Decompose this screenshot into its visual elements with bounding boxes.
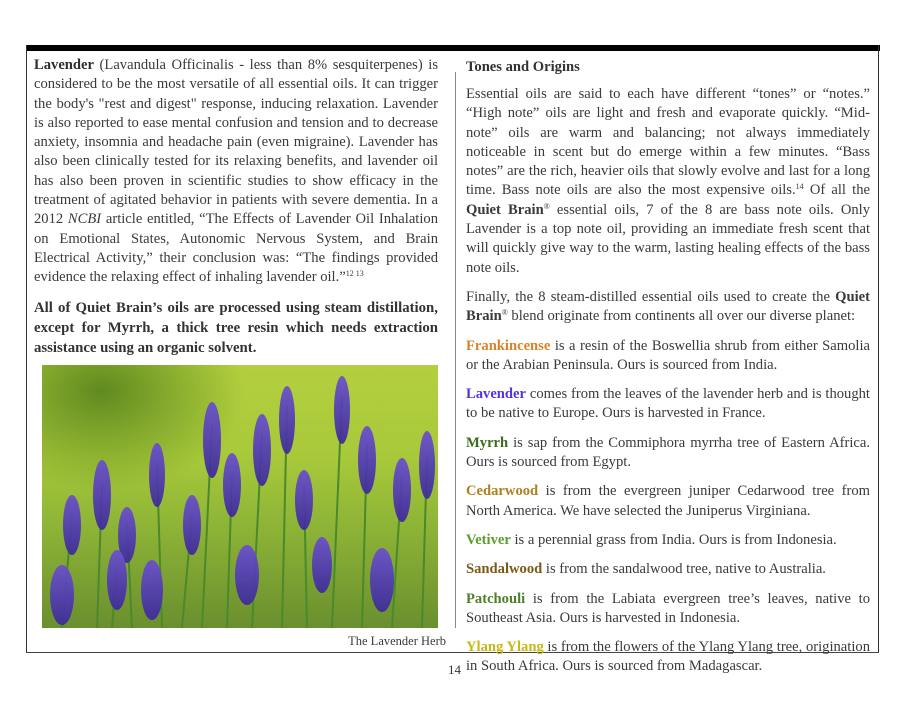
- oil-description: is from the Labiata evergreen tree’s leaves, native to Southeast Asia. Ours is harvested in Indonesia.: [466, 590, 870, 626]
- steam-distillation-note: All of Quiet Brain’s oils are processed using steam distillation, except for Myrrh, a thick tree resin which needs extraction assistance using an organic solvent.: [34, 299, 438, 356]
- intro-text-2: article entitled, “The Effects of Lavender Oil Inhalation on Emotional States, Autonomic Nervous System, and Brain Electrical Activity,” their conclusion was: “The findings provided evidence the relaxing effect of inhaling lavender oil.”: [34, 211, 438, 286]
- image-caption: The Lavender Herb: [348, 634, 446, 648]
- oil-name: Frankincense: [466, 337, 551, 354]
- oil-name: Myrrh: [466, 434, 509, 451]
- oil-name: Sandalwood: [466, 561, 543, 578]
- oil-description: is from the flowers of the Ylang Ylang tree, origination in South Africa. Ours is sourced from Madagascar.: [466, 639, 870, 675]
- footnote-ref: 14: [795, 182, 804, 192]
- brand-name: Quiet Brain: [466, 201, 544, 218]
- oil-name: Vetiver: [466, 531, 511, 548]
- finally-paragraph: [466, 288, 870, 327]
- oil-description: is a perennial grass from India. Ours is from Indonesia.: [510, 531, 837, 548]
- column-divider: [455, 72, 456, 628]
- finally-text-1: Finally, the 8 steam-distilled essential oils used to create the: [466, 288, 836, 305]
- oil-item-lavender: [466, 385, 870, 424]
- oil-item-frankincense: [466, 337, 870, 376]
- tones-text-1: Essential oils are said to each have different “tones” or “notes.” “High note” oils are light and fresh and evaporate quickly. “Mid-note” oils are warm and balancing; not always immediately noticeable in scent but do emerge within a few minutes. “Bass notes” are the rich, heavier oils that slowly evolve and last for a long time. Bass note oils are also the most expensive oils.: [466, 86, 870, 199]
- tones-text-2: Of all the: [803, 182, 871, 199]
- registered-mark: ®: [501, 308, 508, 318]
- oil-description: is from the evergreen juniper Cedarwood tree from North America. We have selected the Juniperus Virginiana.: [466, 483, 870, 519]
- brand-name: Quiet Brain: [466, 288, 870, 325]
- right-column: [466, 56, 870, 677]
- oil-item-vetiver: [466, 531, 870, 550]
- footnote-refs: 12 13: [345, 269, 364, 279]
- intro-text-1: (Lavandula Officinalis - less than 8% sesquiterpenes) is considered to be the most versatile of all essential oils. It can trigger the body's "rest and digest" response, inducing relaxation. Lavender is also reported to ease mental confusion and tension and to decrease anxiety, insomnia and headache pain (even migraine). Lavender has also been clinically tested for its relaxing benefits, and lavender oil has also been proven in scientific studies to show efficacy in the treatment of agitated behavior in patients with severe dementia. In a 2012: [34, 57, 438, 228]
- finally-text-2: blend originate from continents all over our diverse planet:: [507, 308, 856, 325]
- tones-text-3: essential oils, 7 of the 8 are bass note oils. Only Lavender is a top note oil, providing an immediate fresh scent that will quickly give way to the warm, lasting healing effects of the bass note oils.: [466, 201, 871, 276]
- oil-item-cedarwood: [466, 482, 870, 521]
- left-column: [34, 56, 438, 358]
- registered-mark: ®: [543, 201, 550, 211]
- page-number: 14: [448, 662, 461, 677]
- lavender-photo: [42, 365, 438, 628]
- oil-item-patchouli: [466, 590, 870, 629]
- ncbi-italic: NCBI: [67, 211, 102, 228]
- oil-name: Patchouli: [466, 590, 526, 607]
- oil-name: Lavender: [466, 386, 526, 403]
- tones-paragraph: [466, 85, 870, 278]
- lavender-lead: Lavender: [34, 57, 94, 73]
- lavender-flowers-illustration: [42, 365, 438, 628]
- section-title: Tones and Origins: [466, 59, 580, 75]
- oil-item-sandalwood: [466, 560, 870, 579]
- oil-name: Cedarwood: [466, 483, 539, 500]
- oil-description: is sap from the Commiphora myrrha tree of Eastern Africa. Ours is sourced from Egypt.: [466, 434, 870, 471]
- lavender-intro-paragraph: [34, 56, 438, 288]
- oil-description: is from the sandalwood tree, native to Australia.: [542, 561, 826, 578]
- oil-description: is a resin of the Boswellia shrub from either Samolia or the Arabian Peninsula. Ours is sourced from India.: [466, 337, 870, 373]
- oil-description: comes from the leaves of the lavender herb and is thought to be native to Europe. Ours is harvested in France.: [466, 386, 870, 422]
- oil-name: Ylang Ylang: [466, 639, 544, 656]
- oil-item-myrrh: [466, 434, 870, 473]
